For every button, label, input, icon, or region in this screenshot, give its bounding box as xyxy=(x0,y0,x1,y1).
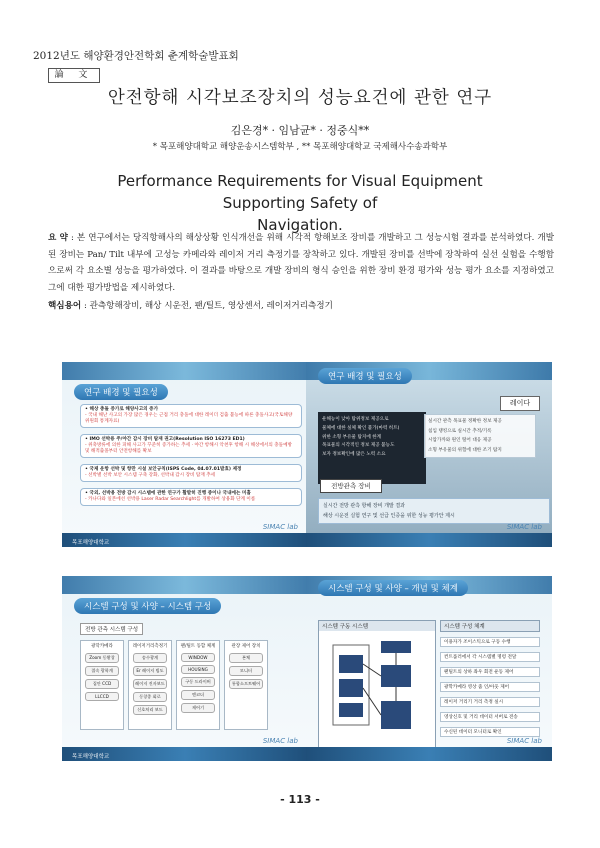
column-item: 신호처리 보드 xyxy=(133,705,167,715)
radar-limitations-box xyxy=(318,412,426,484)
structure-item: 레이저 거리기 거리 측정 실시 xyxy=(440,697,540,707)
paper-type-tag: 論 文 xyxy=(48,68,100,83)
slide-bullet xyxy=(80,488,302,506)
result-line: 해상 시운전 실험 연구 및 선급 인증을 위한 성능 평가안 제시 xyxy=(323,513,455,519)
slide-footer-bar xyxy=(306,747,552,761)
slide-background-necessity-1 xyxy=(62,362,308,547)
keywords-label: 핵심용어 xyxy=(48,301,82,311)
results-box xyxy=(318,498,550,524)
slide-system-config xyxy=(62,576,308,761)
limitation-line: 보자 정보확인에 많은 노력 소요 xyxy=(322,452,386,458)
slide-bullet xyxy=(80,434,302,458)
column-item: 송수광계 xyxy=(133,653,167,663)
english-title-line2: Navigation. xyxy=(257,216,343,234)
slide-brand: SIMAC lab xyxy=(262,523,298,531)
slide-bullet xyxy=(80,404,302,428)
keywords-text: : 관측항해장비, 해상 시운전, 팬/틸트, 영상센서, 레이저거리측정기 xyxy=(83,301,333,311)
structure-head: 시스템 구성 체계 xyxy=(440,620,540,632)
slide-wave-decoration xyxy=(62,362,308,380)
benefit-line: 시압가까와 원인 떨어 대응 제공 xyxy=(428,438,492,444)
config-column-pantilt xyxy=(176,640,220,730)
column-head: 레이저거리측정기 xyxy=(132,644,168,649)
drive-system-head: 시스템 구동 시스템 xyxy=(319,621,435,631)
authors: 김은경* · 임남균* · 정중식** xyxy=(230,124,370,137)
column-item: 본체 xyxy=(229,653,263,663)
structure-item: 광학카메라 영상 줌 인/아웃 제어 xyxy=(440,682,540,692)
limitation-line: 물체에 대한 실체 확인 불가(마력 히트) xyxy=(322,425,400,431)
bullet-body: - 카나다와 일본에선 선박용 Laser Radar Searchlight를 개발하여 상용화 단계 이룸 xyxy=(85,497,256,502)
column-item: 구동 드라이버 xyxy=(181,677,215,687)
slide-background-necessity-2 xyxy=(306,362,552,547)
column-item: 집안 CCD xyxy=(85,679,119,689)
slide-footer-logo: 목포해양대학교 xyxy=(72,754,110,760)
column-item: WINDOW xyxy=(181,653,215,662)
column-item: 제어기 xyxy=(181,703,215,713)
column-item: HOUSING xyxy=(181,665,215,674)
column-item: 엔코더 xyxy=(181,690,215,700)
bullet-body: - 국내 해난 사고의 가장 많은 경우는 근접 거리 충돌에 대한 레이더 검출 불능에 따른 충돌사고(국토해양 위원회 통계자료) xyxy=(85,413,293,424)
slide-title: 시스템 구성 및 사양 – 시스템 구성 xyxy=(74,598,221,614)
structure-item: 영상신호 및 거리 데이터 서버로 전송 xyxy=(440,712,540,722)
column-head: 팬/틸트 동합 체계 xyxy=(180,644,216,649)
limitation-line: 위한 소형 부유물 탐지에 한계 xyxy=(322,434,382,440)
slide-footer-bar xyxy=(306,533,552,547)
slide-concept-structure xyxy=(306,576,552,761)
config-column-camera xyxy=(80,640,124,730)
page-number: - 113 - xyxy=(280,793,320,806)
slide-title: 연구 배경 및 필요성 xyxy=(74,384,168,400)
column-item: Zoom 동황창 xyxy=(85,653,119,663)
slide-footer-logo: 목포해양대학교 xyxy=(72,540,110,546)
slide-brand: SIMAC lab xyxy=(262,737,298,745)
conference-header: 2012년도 해양환경안전학회 춘계학술발표회 xyxy=(33,50,239,62)
column-item: LLCCD xyxy=(85,692,119,701)
structure-item: 수신된 데이터 모니터로 확인 xyxy=(440,727,540,737)
bullet-body: - 선박별 선박 보안 시스템 구축 강화, 선박내 감시 장비 탑재 추세 xyxy=(85,473,216,478)
column-item: Er 레이저 빔도 xyxy=(133,666,167,676)
column-item: 접속 광학계 xyxy=(85,666,119,676)
column-item: 통합소프트웨어 xyxy=(229,679,263,689)
slide-brand: SIMAC lab xyxy=(506,523,542,531)
column-item: 동창종 회로 xyxy=(133,692,167,702)
limitation-line: 목표물의 시각적인 정보 제공 불능도 xyxy=(322,443,395,449)
english-title xyxy=(80,170,520,236)
slide-title: 시스템 구성 및 사양 – 개념 및 체계 xyxy=(318,580,468,596)
keywords xyxy=(48,299,333,311)
bullet-head: • 국제 운항 선박 및 항만 시설 보안규칙(ISPS Code, 04.07.01발효) 제정 xyxy=(85,467,242,472)
benefit-line: 침입 탱킹으로 실시간 추적/기록 xyxy=(428,428,492,434)
structure-item: 이용자가 조이스틱으로 구동 수행 xyxy=(440,637,540,647)
slide-brand: SIMAC lab xyxy=(506,737,542,745)
bullet-head: • 국외, 선박용 전방 감시 시스템에 관한 연구가 활발히 진행 중이나 국내에는 미흡 xyxy=(85,491,251,496)
config-column-laser xyxy=(128,640,172,730)
benefit-line: 소형 부유물의 위험에 대한 조기 탐지 xyxy=(428,447,502,453)
result-line: 실시간 전방 관측 항해 장비 개발 결과 xyxy=(323,503,405,509)
equipment-benefits-box xyxy=(424,414,536,458)
abstract-text: : 본 연구에서는 당직항해사의 해상상황 인식개선을 위해 시각적 항해보조 장비를 개발하고 그 성능시험 결과를 분석하였다. 개발된 장비는 Pan/ Tilt 내부에 고성능 카메라와 레이저 거리 측정기를 장착하고 있다. 개발된 장비를 선박에 장착하여 실선 실험을 수행함으로써 각 요소별 성능을 평가하였다. 이 결과를 바탕으로 개발 장비의 형식 승인을 위한 장비 환경 평가와 성능 평가 요소를 지정하였고 그에 대한 평가방법을 제시하였다. xyxy=(48,233,554,293)
radar-label: 레이다 xyxy=(500,396,540,411)
forward-observation-label: 전방관측 장비 xyxy=(320,479,382,493)
column-item: 모니터 xyxy=(229,666,263,676)
bullet-body: - 위축방류에 의한 피해 사고가 꾸준히 증가하는 추세 · 야간 항해시 악천후 항해 시 해상에서의 충돌예방 및 해적출몰부터 안전항해를 확보 xyxy=(85,443,292,454)
system-structure-list xyxy=(440,620,540,748)
limitation-line: 운해능이 낮아 탐위정보 제공으로 xyxy=(322,417,389,422)
slide-bullet xyxy=(80,464,302,482)
drive-system-diagram xyxy=(318,620,436,750)
structure-item: 팬틸트의 상하 좌우 회전 운동 제어 xyxy=(440,667,540,677)
system-config-header: 전방 관측 시스템 구성 xyxy=(80,623,143,635)
slide-wave-decoration xyxy=(62,576,308,594)
abstract-label: 요 약 xyxy=(48,233,68,243)
abstract xyxy=(48,230,554,296)
affiliation: * 목포해양대학교 해양운송시스템학부 , ** 목포해양대학교 국제해사수송과학부 xyxy=(152,142,448,152)
benefit-line: 실시간 관측 목표물 정확한 정보 제공 xyxy=(428,419,502,424)
column-item: 레이저 진자보드 xyxy=(133,679,167,689)
block-diagram xyxy=(319,631,435,747)
column-head: 광학카메라 xyxy=(91,644,113,649)
english-title-line1: Performance Requirements for Visual Equipment Supporting Safety of xyxy=(117,172,483,212)
column-head: 관장 제어 장치 xyxy=(231,644,261,649)
slide-title: 연구 배경 및 필요성 xyxy=(318,368,412,384)
bullet-head: • IMO 선박용 주/야간 감시 장비 탑재 권고(Resolution ISO 16273 ED1) xyxy=(85,437,245,442)
bullet-head: • 해상 충돌 증가로 해양사고의 증가 xyxy=(85,407,159,412)
structure-item: 컨트롤러에서 각 시스템별 명령 전달 xyxy=(440,652,540,662)
korean-title: 안전항해 시각보조장치의 성능요건에 관한 연구 xyxy=(107,88,493,108)
config-column-control xyxy=(224,640,268,730)
